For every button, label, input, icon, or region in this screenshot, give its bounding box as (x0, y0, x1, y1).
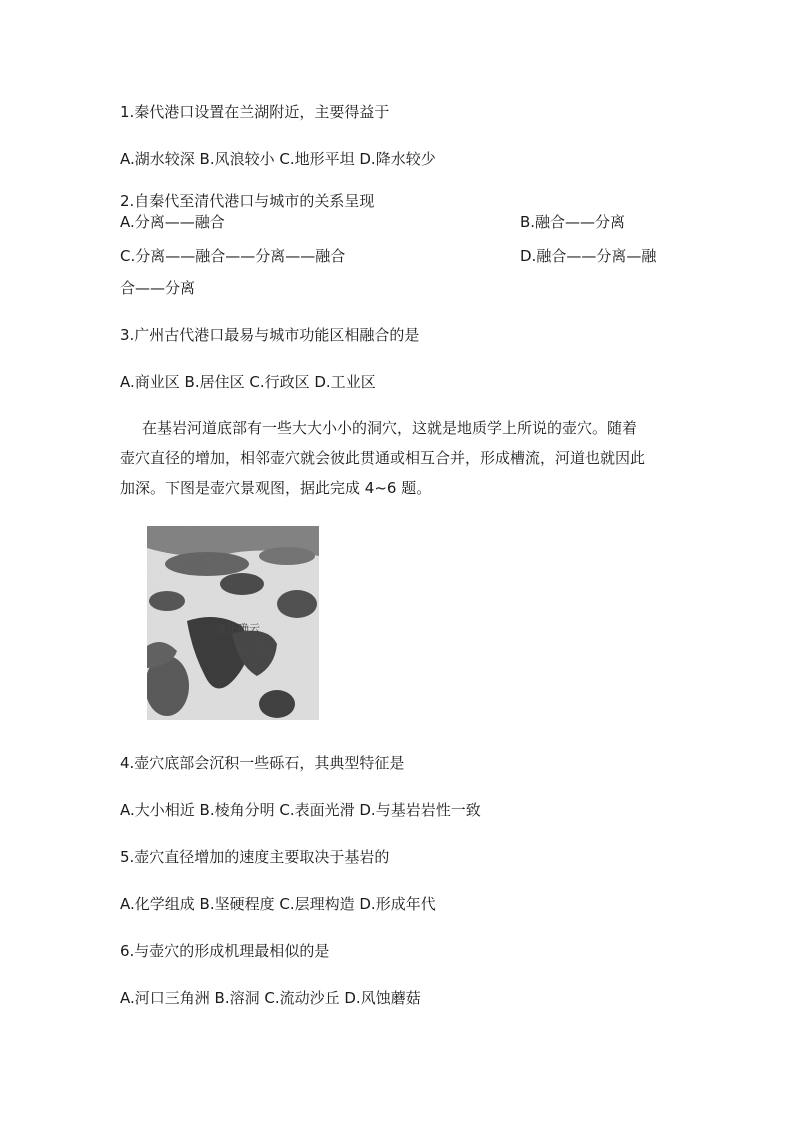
q2-option-c: C.分离——融合——分离——融合 (120, 247, 346, 265)
q3-stem: 3.广州古代港口最易与城市功能区相融合的是 (120, 326, 420, 344)
q2-option-a: A.分离——融合 (120, 213, 225, 231)
passage-line-2: 壶穴直径的增加，相邻壶穴就会彼此贯通或相互合并，形成槽流，河道也就因此 (120, 449, 646, 467)
q6-stem: 6.与壶穴的形成机理最相似的是 (120, 942, 330, 960)
q1-stem: 1.秦代港口设置在兰湖附近，主要得益于 (120, 103, 390, 121)
q2-option-d-continued: 合——分离 (120, 279, 196, 297)
q3-options: A.商业区 B.居住区 C.行政区 D.工业区 (120, 373, 376, 391)
passage-line-1: 在基岩河道底部有一些大大小小的洞穴，这就是地质学上所说的壶穴。随着 (142, 419, 638, 437)
q4-stem: 4.壶穴底部会沉积一些砾石，其典型特征是 (120, 754, 405, 772)
q2-option-d: D.融合——分离—融 (520, 247, 657, 265)
q4-options: A.大小相近 B.棱角分明 C.表面光滑 D.与基岩岩性一致 (120, 801, 481, 819)
q2-stem: 2.自秦代至清代港口与城市的关系呈现 (120, 192, 375, 210)
q6-options: A.河口三角洲 B.溶洞 C.流动沙丘 D.风蚀蘑菇 (120, 989, 421, 1007)
photo-watermark: @正确云 (216, 622, 260, 635)
passage-line-3: 加深。下图是壶穴景观图，据此完成 4~6 题。 (120, 479, 432, 497)
q5-options: A.化学组成 B.坚硬程度 C.层理构造 D.形成年代 (120, 895, 436, 913)
q1-options: A.湖水较深 B.风浪较小 C.地形平坦 D.降水较少 (120, 150, 436, 168)
q5-stem: 5.壶穴直径增加的速度主要取决于基岩的 (120, 848, 390, 866)
passage (120, 413, 680, 503)
q2-option-b: B.融合——分离 (520, 213, 626, 231)
